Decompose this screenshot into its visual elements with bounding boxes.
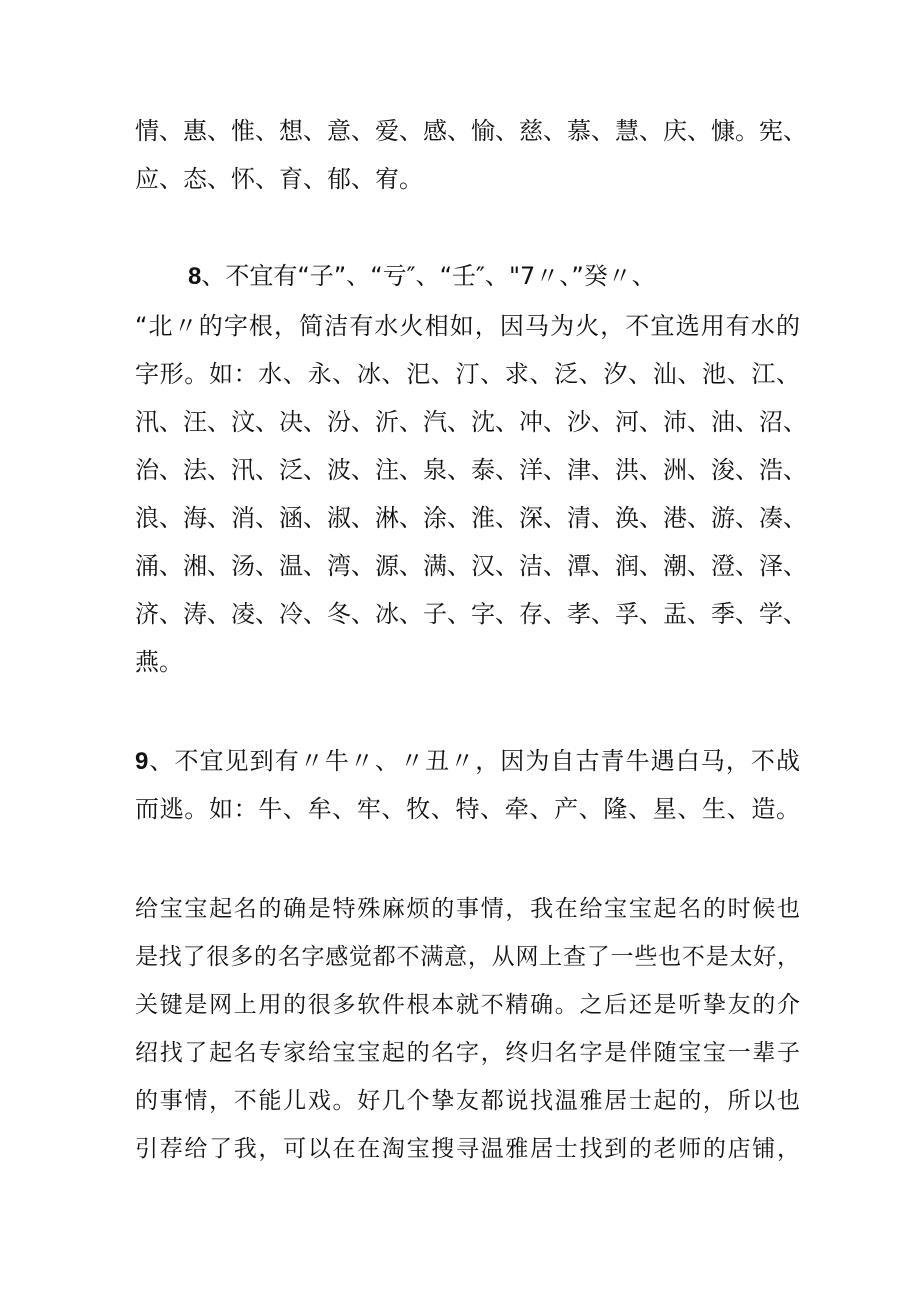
text-line: 而逃。如：牛、牟、牢、牧、特、牵、产、隆、星、生、造。 [135, 795, 800, 823]
text-line: “北〃的字根，简洁有水火相如，因马为火，不宜选用有水的 [135, 312, 800, 340]
text-line: 情、惠、惟、想、意、爱、感、愉、慈、慕、慧、庆、慷。宪、 [135, 117, 807, 145]
section-8-heading-text: 、不宜有“子”、“亏″、“壬″、"7〃、”癸〃、 [201, 262, 656, 290]
text-line: 引荐给了我，可以在在淘宝搜寻温雅居士找到的老师的店铺， [135, 1136, 800, 1162]
text-line: 汛、汪、汶、决、汾、沂、汽、沈、冲、沙、河、沛、油、沼、 [135, 408, 807, 436]
text-line: 应、态、怀、育、郁、宥。 [135, 165, 423, 193]
text-line: 浪、海、消、涵、淑、淋、涂、淮、深、清、涣、港、游、凑、 [135, 504, 807, 532]
text-line: 的事情，不能儿戏。好几个挚友都说找温雅居士起的，所以也 [135, 1088, 800, 1114]
text-line: 济、涛、凌、冷、冬、冰、子、字、存、孝、孚、盂、季、学、 [135, 600, 807, 628]
text-line: 字形。如：水、永、冰、汜、汀、求、泛、汐、汕、池、江、 [135, 360, 800, 388]
text-line: 涌、湘、汤、温、湾、源、满、汉、洁、潭、润、潮、澄、泽、 [135, 552, 807, 580]
text-line: 治、法、汛、泛、波、注、泉、泰、洋、津、洪、洲、浚、浩、 [135, 456, 807, 484]
text-line: 关键是网上用的很多软件根本就不精确。之后还是听挚友的介 [135, 992, 800, 1018]
section-number: 9 [135, 748, 149, 775]
section-8-heading-line [188, 259, 800, 294]
text-line: 是找了很多的名字感觉都不满意，从网上查了一些也不是太好， [135, 944, 800, 970]
text-line: 燕。 [135, 648, 183, 676]
section-number: 8 [188, 263, 202, 290]
section-9-heading-line [135, 744, 800, 779]
text-line: 绍找了起名专家给宝宝起的名字，终归名字是伴随宝宝一辈子 [135, 1040, 800, 1066]
text-line: 给宝宝起名的确是特殊麻烦的事情，我在给宝宝起名的时候也 [135, 896, 800, 922]
section-9-heading-text: 、不宜见到有〃牛〃、〃丑〃，因为自古青牛遇白马，不战 [148, 747, 800, 775]
